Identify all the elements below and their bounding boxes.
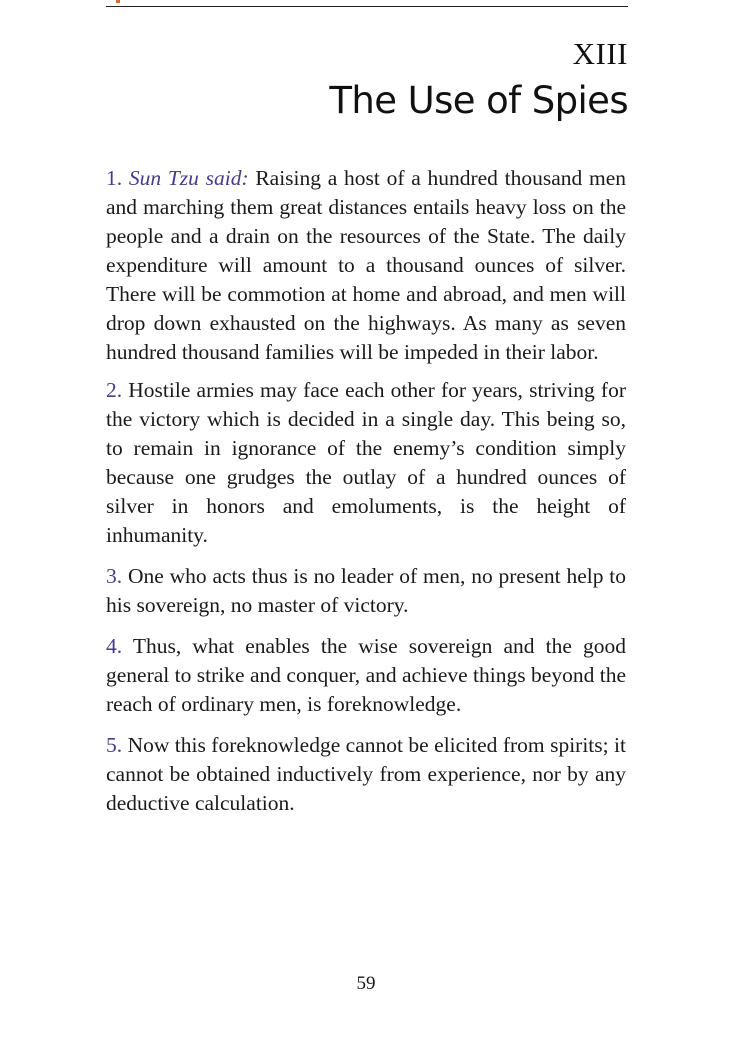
chapter-title: The Use of Spies xyxy=(329,79,628,122)
verse-text: One who acts thus is no leader of men, no present help to his sovereign, no master of victory. xyxy=(106,564,627,617)
verse-1 xyxy=(106,164,626,367)
verse-5 xyxy=(106,731,626,818)
verse-3 xyxy=(106,562,626,620)
verse-number: 5. xyxy=(106,733,123,757)
verse-text: Raising a host of a hundred thousand men and marching them great distances entails heavy loss on the people and a drain on the resources of the State. The daily expenditure will amount to a thousand ounces of silver. There will be commotion at home and abroad, and men will drop down exhausted on the highways. As many as seven hundred thousand families will be impeded in their labor. xyxy=(106,166,626,364)
speaker-attribution: Sun Tzu said: xyxy=(128,166,249,190)
verse-number: 4. xyxy=(106,634,123,658)
verse-text: Hostile armies may face each other for years, striving for the victory which is decided in a single day. This being so, to remain in ignorance of the enemy’s condition simply because one grudges the outlay of a hundred ounces of silver in honors and emoluments, is the height of inhumanity. xyxy=(106,378,626,547)
header-rule xyxy=(106,6,628,7)
verse-number: 1. xyxy=(106,166,123,190)
verse-4 xyxy=(106,632,626,719)
verse-number: 3. xyxy=(106,564,123,588)
verse-number: 2. xyxy=(106,378,123,402)
verse-2 xyxy=(106,376,626,550)
verse-text: Thus, what enables the wise sovereign and the good general to strike and conquer, and achieve things beyond the reach of ordinary men, is foreknowledge. xyxy=(106,634,626,716)
chapter-body xyxy=(106,164,626,827)
verse-text: Now this foreknowledge cannot be elicited from spirits; it cannot be obtained inductively from experience, nor by any deductive calculation. xyxy=(106,733,626,815)
header-mark xyxy=(116,0,120,3)
chapter-number: XIII xyxy=(572,36,628,71)
page-number: 59 xyxy=(356,973,376,994)
